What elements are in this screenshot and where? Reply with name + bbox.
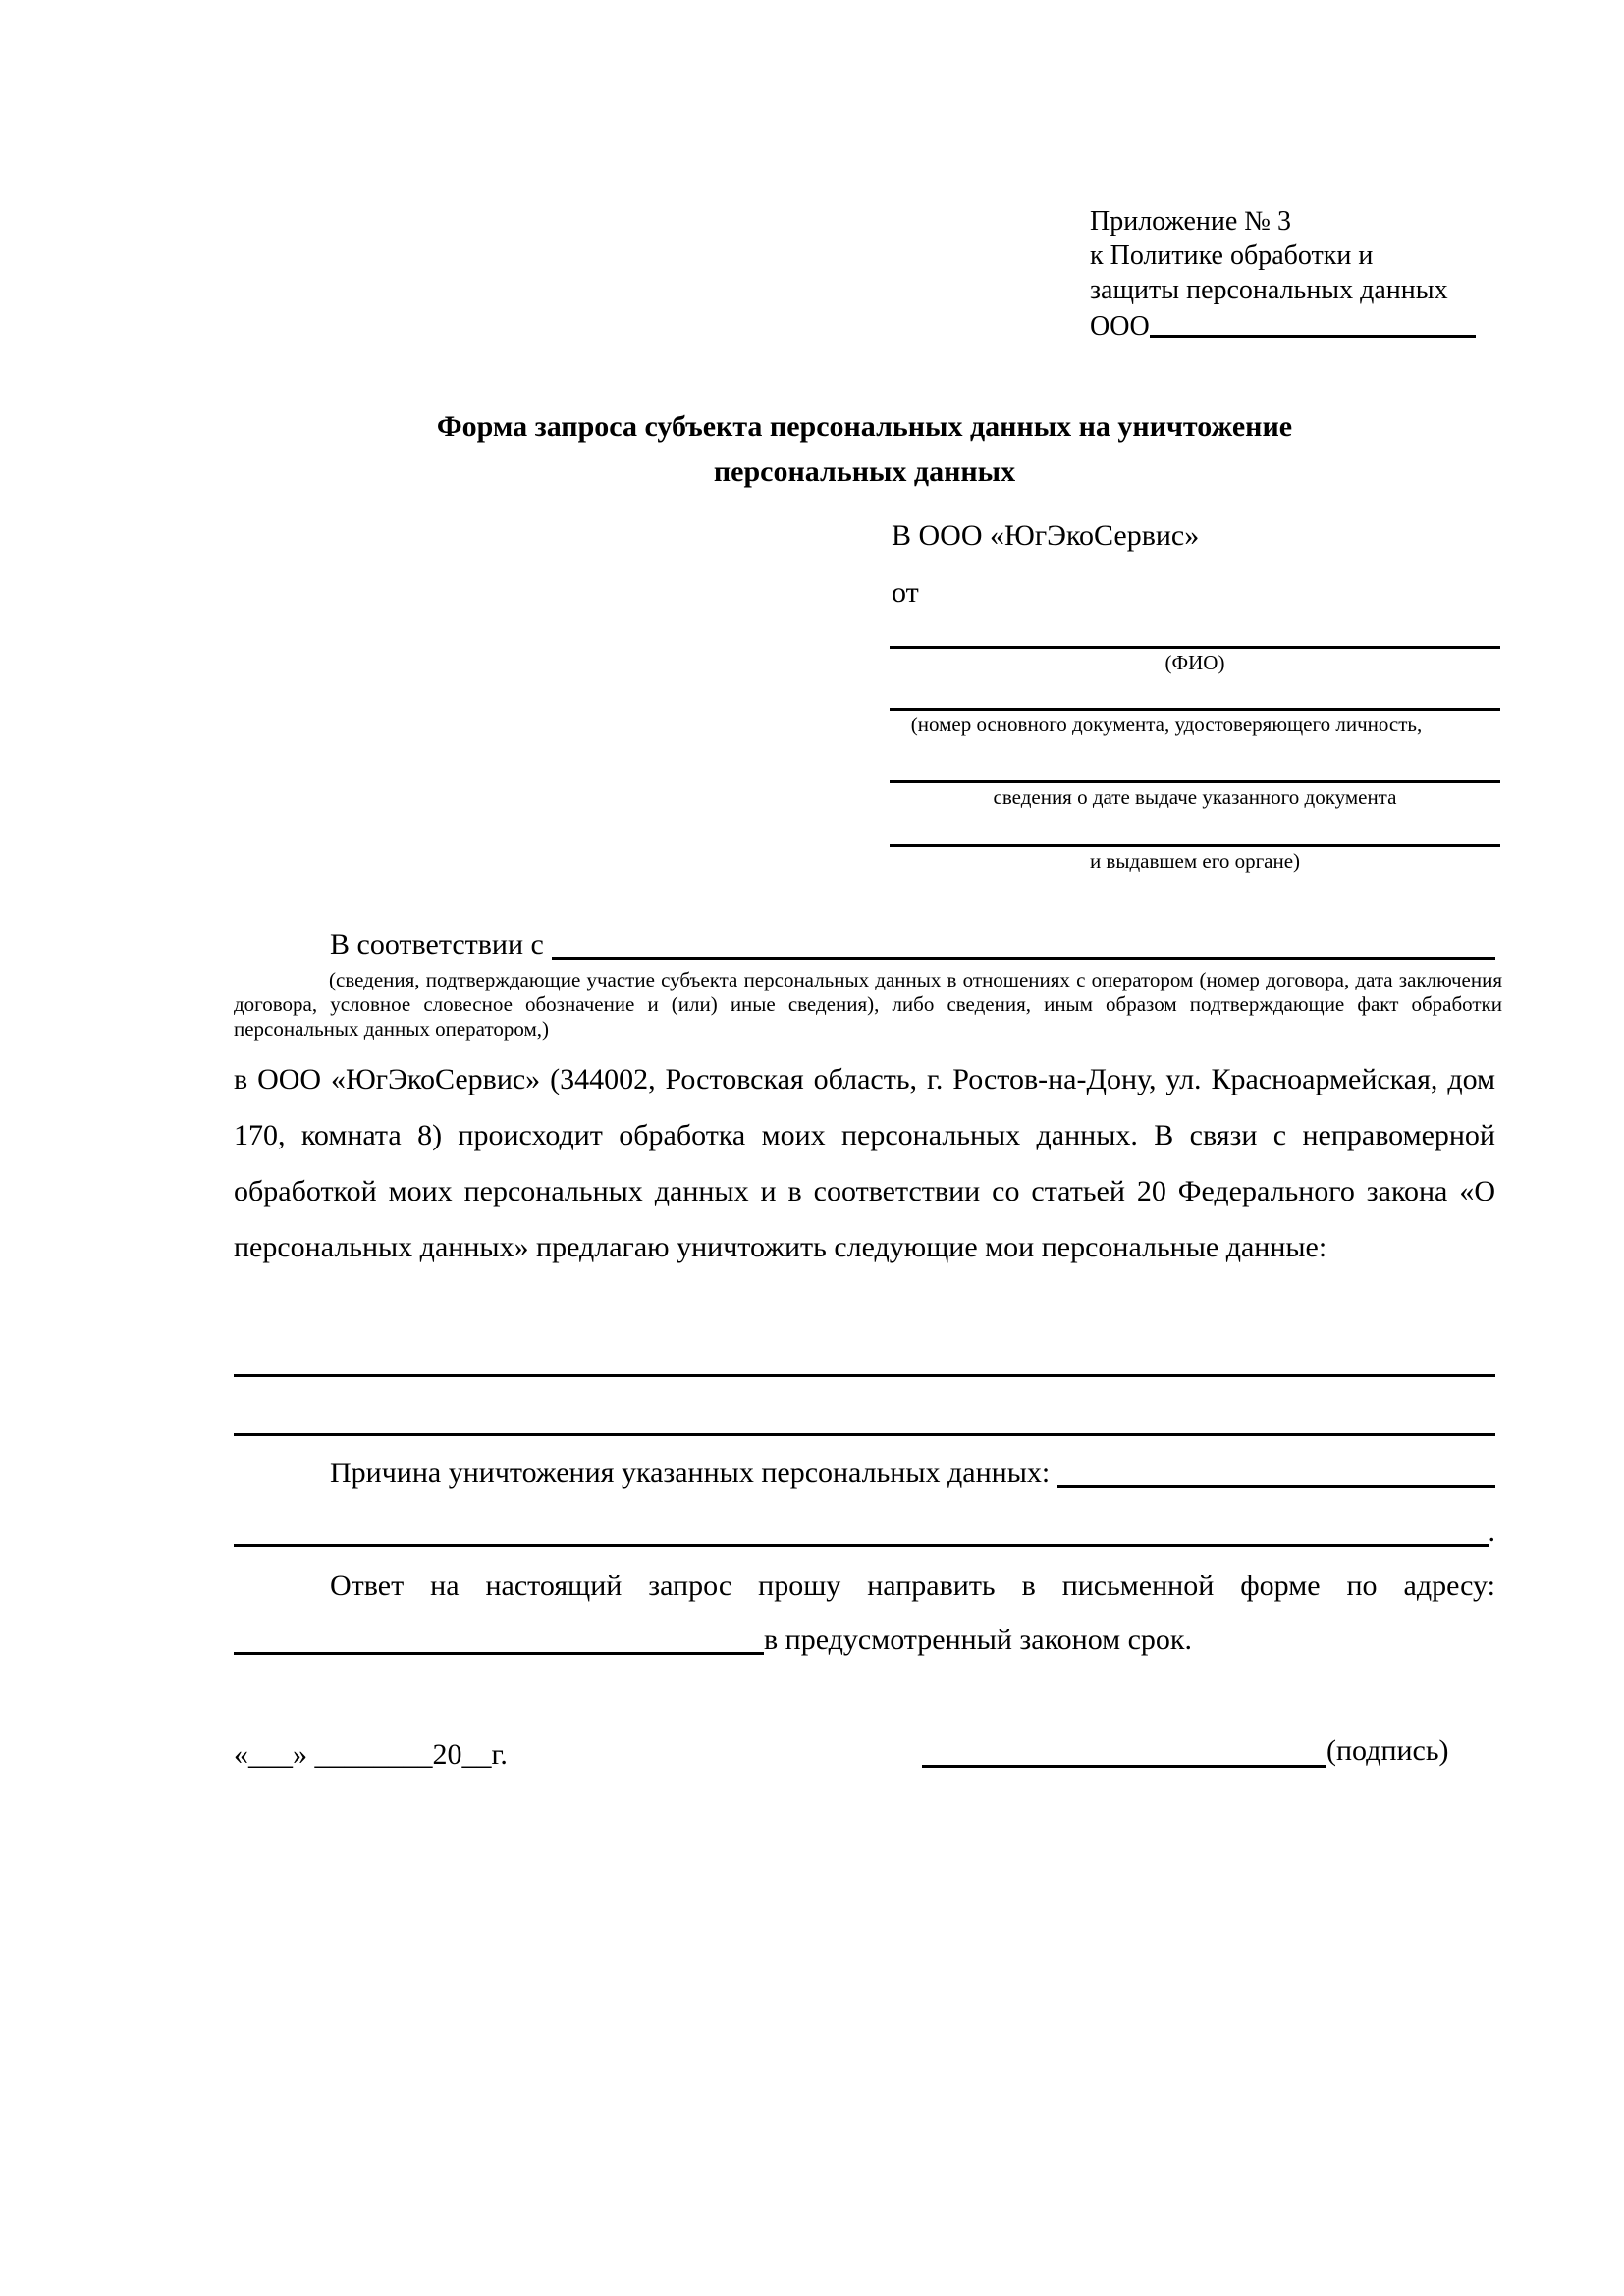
signature-row xyxy=(922,1730,1496,1773)
fio-caption: (ФИО) xyxy=(1164,651,1225,674)
form-title xyxy=(234,404,1495,495)
addressee-from: от xyxy=(892,576,919,609)
sentence-period: . xyxy=(1488,1516,1495,1548)
accordance-blank-line xyxy=(552,957,1495,960)
reason-label: Причина уничтожения указанных персональных данных: xyxy=(330,1457,1051,1489)
addressee-to: В ООО «ЮгЭкоСервис» xyxy=(892,519,1200,552)
org-name-blank-line xyxy=(1150,307,1476,338)
personal-data-blank-line-1 xyxy=(234,1374,1495,1377)
ref-line-4 xyxy=(1090,307,1476,344)
response-suffix: в предусмотренный законом срок. xyxy=(764,1624,1192,1656)
ref-line-2: к Политике обработки и xyxy=(1090,240,1374,271)
reason-blank-line xyxy=(1057,1485,1495,1488)
address-blank-line xyxy=(234,1652,764,1655)
personal-data-blank-line-2 xyxy=(234,1433,1495,1436)
reason-continuation-row xyxy=(234,1512,1495,1552)
issue-date-blank-line xyxy=(890,780,1500,783)
response-sentence: Ответ на настоящий запрос прошу направить в письменной форме по адресу: xyxy=(330,1570,1495,1602)
ref-block xyxy=(1090,204,1476,344)
signature-caption: (подпись) xyxy=(1326,1735,1449,1767)
reason-row xyxy=(234,1453,1495,1493)
issuer-caption: и выдавшем его органе) xyxy=(1089,849,1301,873)
accordance-prefix: В соответствии с xyxy=(330,929,544,961)
accordance-row xyxy=(234,925,1495,965)
ref-line-1: Приложение № 3 xyxy=(1090,206,1291,237)
form-title-line-1: Форма запроса субъекта персональных данных на уничтожение xyxy=(436,410,1293,443)
form-title-line-2: персональных данных xyxy=(713,455,1016,488)
ref-line-3: защиты персональных данных xyxy=(1090,275,1448,305)
main-paragraph: в ООО «ЮгЭкоСервис» (344002, Ростовская область, г. Ростов-на-Дону, ул. Красноармейская, дом 170, комната 8) происходит обработка моих персональных данных. В связи с неправомерной обработкой моих персональных данных и в соответствии со статьей 20 Федерального закона «О персональных данных» предлагаю уничтожить следующие мои персональные данные: xyxy=(234,1063,1495,1263)
signature-blank-line xyxy=(922,1765,1326,1768)
issue-date-caption: сведения о дате выдаче указанного документа xyxy=(993,785,1397,809)
doc-number-blank-line xyxy=(890,708,1500,711)
doc-number-caption: (номер основного документа, удостоверяющего личность, xyxy=(910,713,1423,736)
reason-continuation-blank-line xyxy=(234,1544,1489,1547)
ref-org-prefix: ООО xyxy=(1090,311,1150,342)
issuer-blank-line xyxy=(890,844,1500,847)
address-row xyxy=(234,1620,1495,1660)
fio-blank-line xyxy=(890,646,1500,649)
date-line: «___» ________20__г. xyxy=(234,1738,508,1771)
fine-print: (сведения, подтверждающие участие субъекта персональных данных в отношениях с оператором (номер договора, дата заключения договора, условное словесное обозначение и (или) иные сведения), либо сведения, иным образом подтверждающие факт обработки персональных данных оператором,) xyxy=(234,968,1502,1041)
